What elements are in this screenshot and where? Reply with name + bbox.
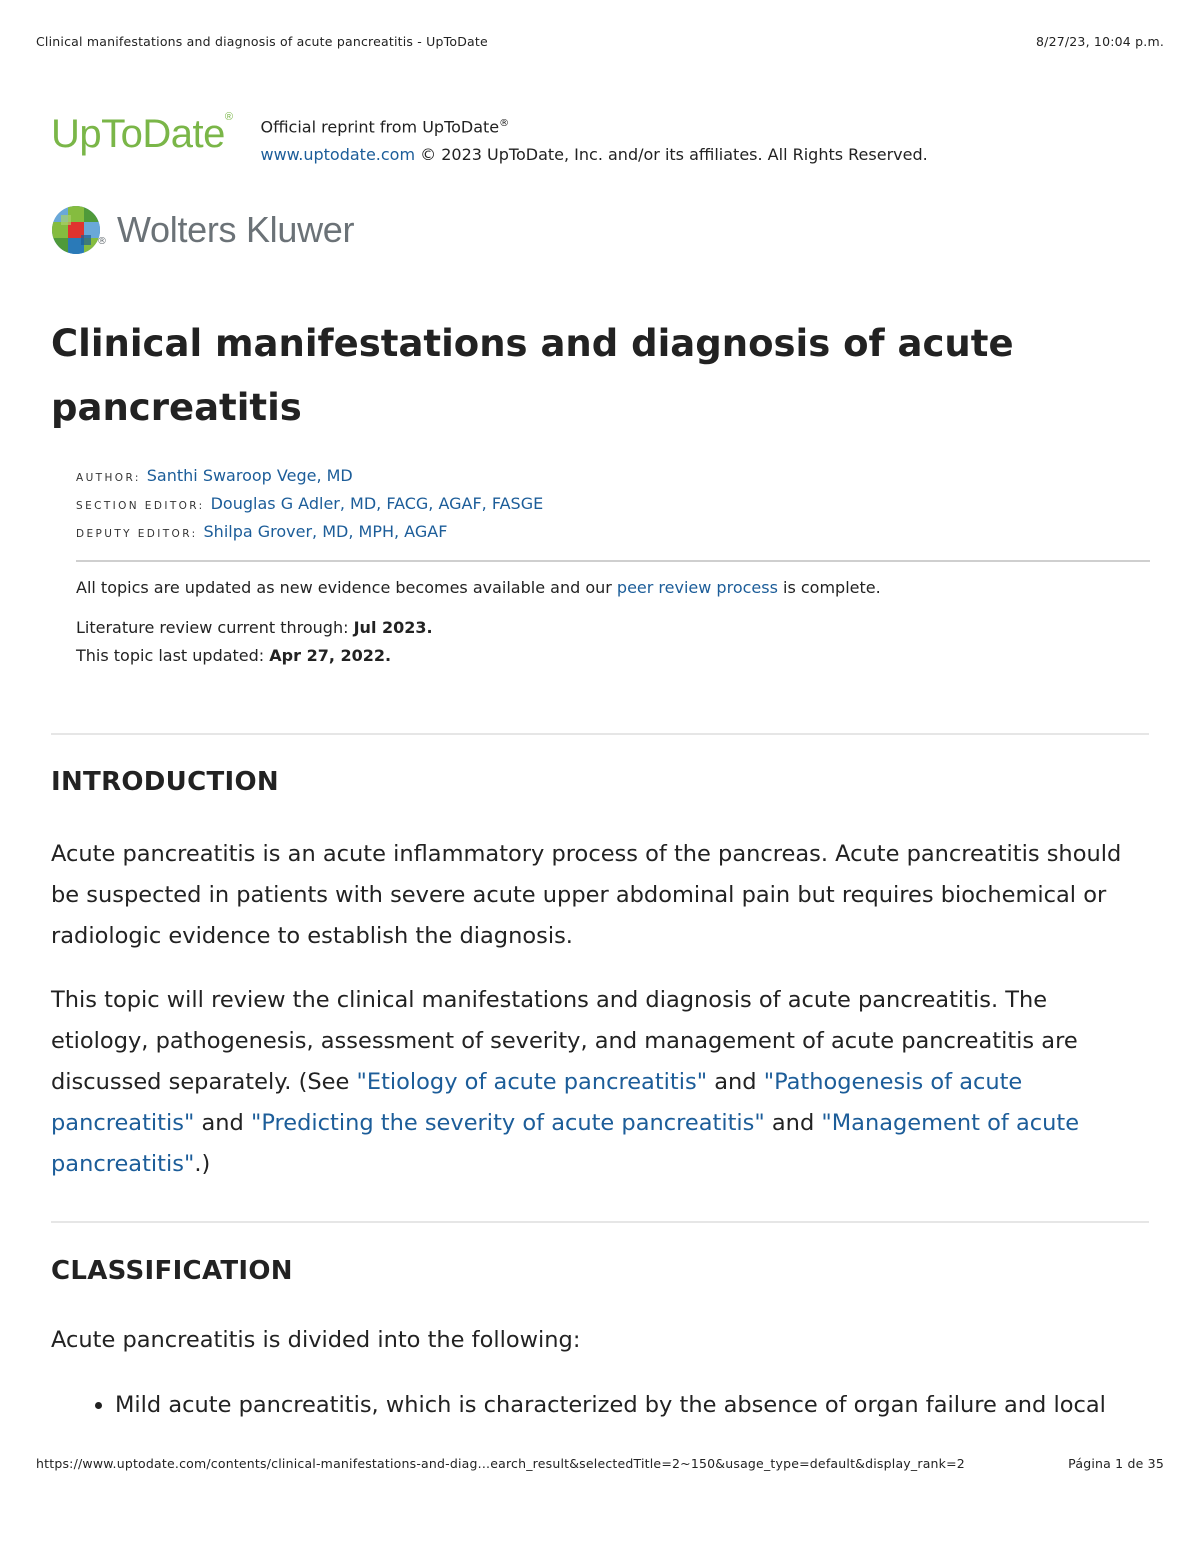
section-editor-link[interactable]: Douglas G Adler, MD, FACG, AGAF, FASGE <box>210 494 544 513</box>
classification-intro: Acute pancreatitis is divided into the following: <box>51 1327 581 1353</box>
reprint-rights: © 2023 UpToDate, Inc. and/or its affiliates. All Rights Reserved. <box>420 145 928 165</box>
reprint-notice: Official reprint from UpToDate® www.uptodate.com © 2023 UpToDate, Inc. and/or its affiliates. All Rights Reserved. <box>260 117 928 165</box>
uptodate-link[interactable]: www.uptodate.com <box>260 145 416 165</box>
author-link[interactable]: Santhi Swaroop Vege, MD <box>146 466 353 485</box>
uptodate-logo: UpToDate® <box>51 111 233 156</box>
pathogenesis-link[interactable]: "Pathogenesis of acute pancreatitis" <box>51 1069 1023 1136</box>
print-footer <box>36 1456 1164 1471</box>
introduction-paragraph-1: Acute pancreatitis is an acute inflammatory process of the pancreas. Acute pancreatitis should be suspected in patients with severe acute upper abdominal pain but requires biochemical or radiologic evidence to establish the diagnosis. <box>51 841 1122 949</box>
last-updated-date: This topic last updated: Apr 27, 2022. <box>76 646 392 665</box>
classification-heading: CLASSIFICATION <box>51 1256 293 1286</box>
classification-list <box>51 1385 1200 1426</box>
print-header <box>36 34 1164 49</box>
update-notice: All topics are updated as new evidence becomes available and our peer review process is complete. <box>76 578 881 597</box>
deputy-editor-line <box>76 518 543 546</box>
section-divider <box>51 1221 1149 1223</box>
meta-divider <box>76 560 1150 562</box>
section-editor-line <box>76 490 543 518</box>
editor-role: AUTHOR: <box>76 472 141 484</box>
editor-list <box>76 462 543 546</box>
list-item: • Mild acute pancreatitis, which is characterized by the absence of organ failure and local <box>115 1385 1200 1426</box>
page-number: Página 1 de 35 <box>1068 1456 1164 1471</box>
page-title: Clinical manifestations and diagnosis of acute pancreatitis <box>51 322 1014 429</box>
deputy-editor-link[interactable]: Shilpa Grover, MD, MPH, AGAF <box>203 522 448 541</box>
author-line <box>76 462 543 490</box>
reprint-line: Official reprint from UpToDate <box>260 117 500 137</box>
section-divider <box>51 733 1149 735</box>
introduction-paragraph-2: This topic will review the clinical manifestations and diagnosis of acute pancreatitis. The etiology, pathogenesis, assessment of severity, and management of acute pancreatitis are discussed separately. (See "Etiology of acute pancreatitis" and "Pathogenesis of acute pancreatitis" and "Predicting the severity of acute pancreatitis" and "Management of acute pancreatitis".) <box>51 987 1080 1177</box>
wolters-kluwer-wordmark: Wolters Kluwer <box>117 209 355 250</box>
introduction-heading: INTRODUCTION <box>51 767 279 797</box>
brand-row <box>51 110 928 169</box>
editor-role: DEPUTY EDITOR: <box>76 528 198 540</box>
literature-review-date: Literature review current through: Jul 2023. <box>76 618 433 637</box>
editor-role: SECTION EDITOR: <box>76 500 205 512</box>
print-header-title: Clinical manifestations and diagnosis of acute pancreatitis - UpToDate <box>36 34 488 49</box>
wolters-kluwer-logo: ® Wolters Kluwer <box>51 205 354 255</box>
wolters-kluwer-globe-icon <box>51 205 101 255</box>
etiology-link[interactable]: "Etiology of acute pancreatitis" <box>356 1069 708 1095</box>
management-link[interactable]: "Management of acute pancreatitis" <box>51 1110 1080 1177</box>
print-header-datetime: 8/27/23, 10:04 p.m. <box>1036 34 1164 49</box>
topic-meta <box>76 574 881 670</box>
print-footer-url: https://www.uptodate.com/contents/clinical-manifestations-and-diag...earch_result&selectedTitle=2~150&usage_type=default&display_rank=2 <box>36 1456 965 1471</box>
peer-review-link[interactable]: peer review process <box>616 578 778 597</box>
predicting-severity-link[interactable]: "Predicting the severity of acute pancreatitis" <box>250 1110 765 1136</box>
